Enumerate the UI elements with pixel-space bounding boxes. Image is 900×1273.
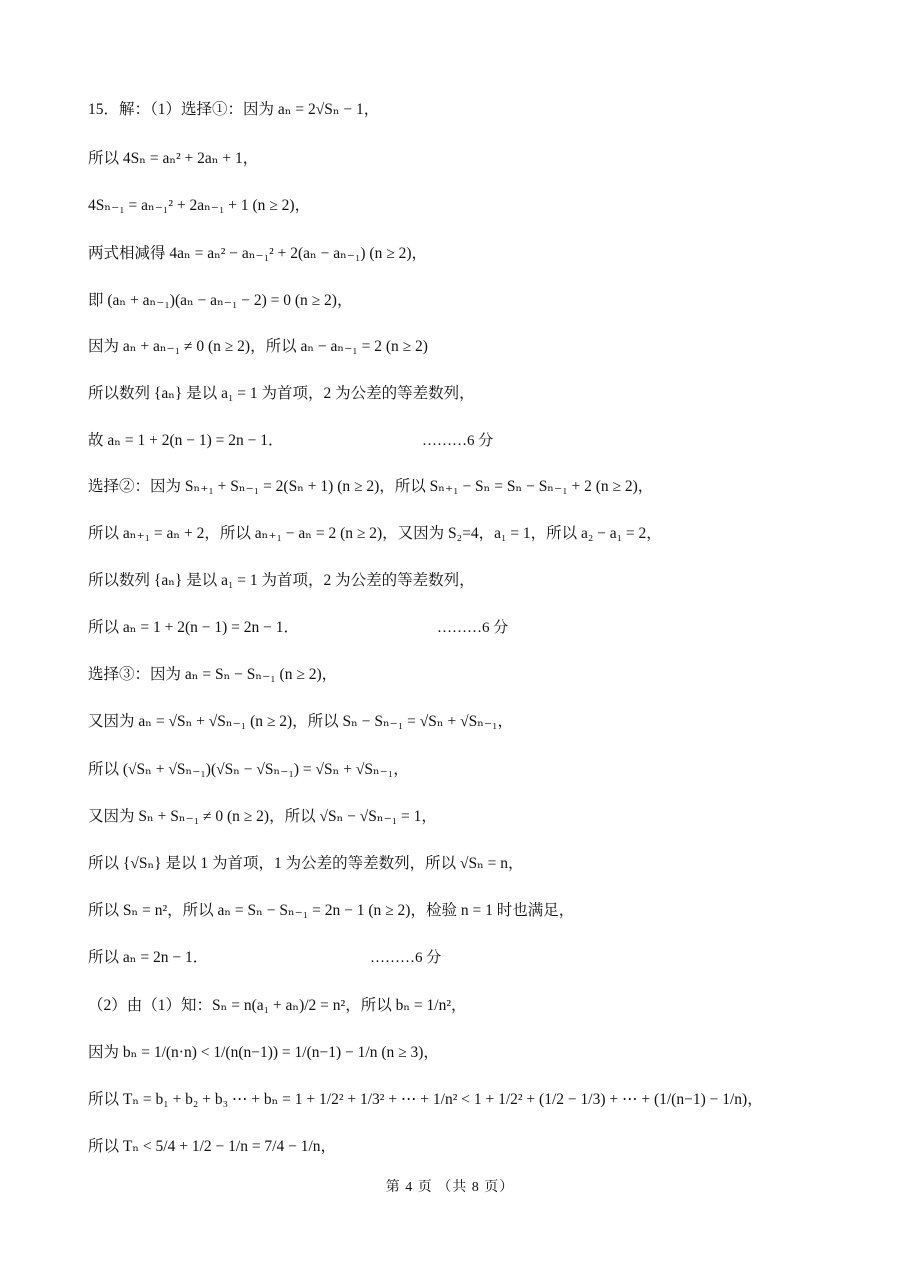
- line-text: 所以 Tₙ = b₁ + b₂ + b₃ ⋯ + bₙ = 1 + 1/2² + 1/3² + ⋯ + 1/n² < 1 + 1/2² + (1/2 − 1/3) + ⋯ + (1/(n−1) − 1/n)，: [88, 1091, 763, 1108]
- line-text: 15．解：（1）选择①：因为 aₙ = 2√Sₙ − 1，: [88, 101, 380, 118]
- solution-line: [88, 334, 860, 360]
- solution-line: [88, 521, 860, 547]
- solution-line: [88, 428, 860, 454]
- line-text: 所以 Sₙ = n²，所以 aₙ = Sₙ − Sₙ₋₁ = 2n − 1 (n ≥ 2)，检验 n = 1 时也满足，: [88, 902, 575, 919]
- solution-line: [88, 193, 860, 219]
- solution-line: [88, 146, 860, 172]
- line-text: 所以 4Sₙ = aₙ² + 2aₙ + 1，: [88, 150, 259, 167]
- solution-line: [88, 1087, 860, 1113]
- line-text: 选择②：因为 Sₙ₊₁ + Sₙ₋₁ = 2(Sₙ + 1) (n ≥ 2)，所以 Sₙ₊₁ − Sₙ = Sₙ − Sₙ₋₁ + 2 (n ≥ 2)，: [88, 478, 654, 495]
- line-text: 又因为 aₙ = √Sₙ + √Sₙ₋₁ (n ≥ 2)，所以 Sₙ − Sₙ₋₁ = √Sₙ + √Sₙ₋₁，: [88, 713, 513, 730]
- solution-line: [88, 1134, 860, 1160]
- solution-line: [88, 851, 860, 877]
- line-text: 所以 {√Sₙ} 是以 1 为首项，1 为公差的等差数列，所以 √Sₙ = n，: [88, 855, 524, 872]
- solution-line: [88, 615, 860, 641]
- solution-line: [88, 97, 860, 123]
- solution-line: [88, 945, 860, 971]
- score-mark: ………6 分: [370, 950, 442, 966]
- line-text: 所以数列 {aₙ} 是以 a₁ = 1 为首项，2 为公差的等差数列，: [88, 572, 475, 589]
- solution-line: [88, 662, 860, 688]
- solution-line: [88, 709, 860, 735]
- line-text: 所以 aₙ₊₁ = aₙ + 2，所以 aₙ₊₁ − aₙ = 2 (n ≥ 2)，又因为 S₂=4，a₁ = 1，所以 a₂ − a₁ = 2，: [88, 525, 662, 542]
- line-text: 所以 Tₙ < 5/4 + 1/2 − 1/n = 7/4 − 1/n，: [88, 1138, 337, 1155]
- line-text: 所以 (√Sₙ + √Sₙ₋₁)(√Sₙ − √Sₙ₋₁) = √Sₙ + √Sₙ₋₁，: [88, 761, 409, 778]
- line-text: 所以数列 {aₙ} 是以 a₁ = 1 为首项，2 为公差的等差数列，: [88, 385, 475, 402]
- solution-line: [88, 804, 860, 830]
- line-text: 所以 aₙ = 1 + 2(n − 1) = 2n − 1．: [88, 619, 299, 636]
- line-text: 因为 aₙ + aₙ₋₁ ≠ 0 (n ≥ 2)，所以 aₙ − aₙ₋₁ = 2 (n ≥ 2): [88, 338, 428, 355]
- solution-line: [88, 993, 860, 1019]
- solution-line: [88, 898, 860, 924]
- line-text: 即 (aₙ + aₙ₋₁)(aₙ − aₙ₋₁ − 2) = 0 (n ≥ 2)，: [88, 292, 353, 309]
- solution-line: [88, 474, 860, 500]
- solution-line: [88, 1040, 860, 1066]
- solution-line: [88, 241, 860, 267]
- solution-line: [88, 288, 860, 314]
- line-text: 选择③：因为 aₙ = Sₙ − Sₙ₋₁ (n ≥ 2)，: [88, 666, 338, 683]
- line-text: 4Sₙ₋₁ = aₙ₋₁² + 2aₙ₋₁ + 1 (n ≥ 2)，: [88, 197, 311, 214]
- line-text: 所以 aₙ = 2n − 1．: [88, 949, 209, 966]
- page-footer: 第 4 页 （共 8 页）: [385, 1180, 515, 1195]
- line-text: 两式相减得 4aₙ = aₙ² − aₙ₋₁² + 2(aₙ − aₙ₋₁) (n ≥ 2)，: [88, 245, 428, 262]
- solution-line: [88, 568, 860, 594]
- line-text: 又因为 Sₙ + Sₙ₋₁ ≠ 0 (n ≥ 2)，所以 √Sₙ − √Sₙ₋₁ = 1，: [88, 808, 437, 825]
- score-mark: ………6 分: [422, 433, 494, 449]
- solution-line: [88, 381, 860, 407]
- solution-line: [88, 757, 860, 783]
- line-text: 因为 bₙ = 1/(n·n) < 1/(n(n−1)) = 1/(n−1) − 1/n (n ≥ 3)，: [88, 1044, 439, 1061]
- line-text: 故 aₙ = 1 + 2(n − 1) = 2n − 1．: [88, 432, 284, 449]
- line-text: （2）由（1）知：Sₙ = n(a₁ + aₙ)/2 = n²，所以 bₙ = 1/n²，: [88, 997, 467, 1014]
- score-mark: ………6 分: [437, 620, 509, 636]
